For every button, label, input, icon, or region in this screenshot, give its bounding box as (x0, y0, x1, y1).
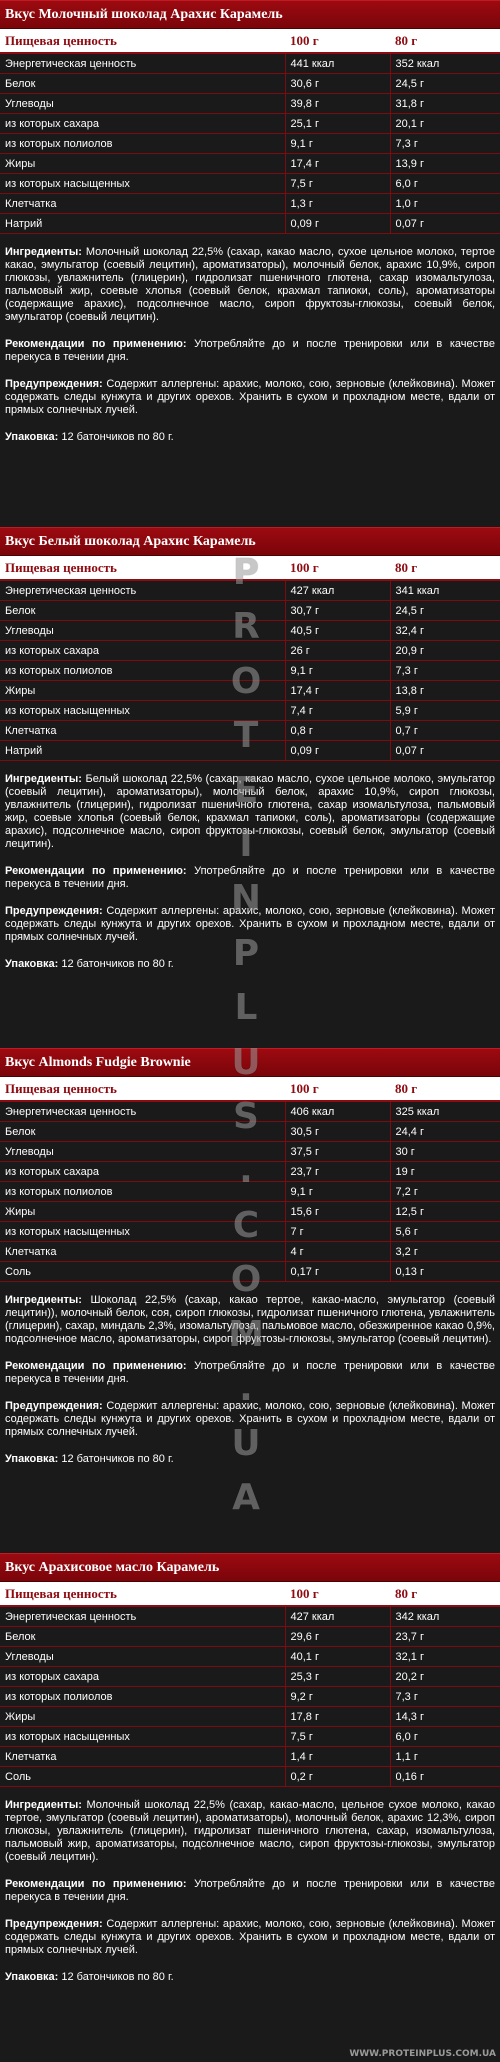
note-text: Молочный шоколад 22,5% (сахар, какао-масло, цельное сухое молоко, какао тертое, эмульгатор (соевый лецитин), ароматизаторы), молочный белок, арахис 12,3%, сироп глюкозы, увлажнитель (глицерин), гидролизат пшеничного глютена, сахар, изомальтулоза, пальмовый жир, ароматизаторы, подсолнечное масло, сироп фруктозы-глюкозы, эмульгатор (соевый лецитин). (5, 1799, 495, 1863)
nutrient-name: из которых сахара (0, 641, 285, 661)
value-80g: 1,1 г (390, 1747, 500, 1767)
nutrient-name: Натрий (0, 214, 285, 234)
value-80g: 342 ккал (390, 1606, 500, 1627)
watermark-letter: L (234, 987, 258, 1029)
nutrient-name: Натрий (0, 741, 285, 761)
value-80g: 5,6 г (390, 1222, 500, 1242)
value-100g: 29,6 г (285, 1627, 390, 1647)
value-100g: 25,3 г (285, 1667, 390, 1687)
value-100g: 406 ккал (285, 1101, 390, 1122)
value-80g: 23,7 г (390, 1627, 500, 1647)
nutrient-name: из которых полиолов (0, 1687, 285, 1707)
note-text: 12 батончиков по 80 г. (58, 1453, 174, 1465)
value-80g: 12,5 г (390, 1202, 500, 1222)
value-100g: 441 ккал (285, 53, 390, 74)
value-100g: 23,7 г (285, 1162, 390, 1182)
note-paragraph (5, 246, 495, 324)
note-text: 12 батончиков по 80 г. (58, 1971, 174, 1983)
nutrient-name: из которых насыщенных (0, 174, 285, 194)
table-row (0, 134, 500, 154)
value-100g: 26 г (285, 641, 390, 661)
nutrient-name: Клетчатка (0, 721, 285, 741)
nutrient-name: из которых полиолов (0, 1182, 285, 1202)
value-80g: 32,4 г (390, 621, 500, 641)
nutrient-name: из которых насыщенных (0, 1727, 285, 1747)
value-80g: 5,9 г (390, 701, 500, 721)
note-text: 12 батончиков по 80 г. (58, 431, 174, 443)
watermark-letter: N (230, 878, 262, 920)
value-80g: 24,5 г (390, 601, 500, 621)
nutrition-table (0, 29, 500, 234)
value-80g: 0,07 г (390, 214, 500, 234)
nutrient-name: из которых сахара (0, 1667, 285, 1687)
value-100g: 9,2 г (285, 1687, 390, 1707)
note-label: Ингредиенты: (5, 1294, 82, 1306)
header-nutrition: Пищевая ценность (0, 29, 285, 53)
note-text: Молочный шоколад 22,5% (сахар, какао масло, сухое цельное молоко, тертое какао, эмульгатор (соевый лецитин), ароматизаторы), молочный белок, арахис 10,9%, сироп глюкозы, увлажнитель (глицерин), гидролизат пшеничного глютена, сахар изомальтулоза, пальмовый жир, соевые хлопья (соевый белок, крахмал тапиоки, соль), ароматизаторы (содержащие арахис), подсолнечное масло, сироп фруктозы-глюкозы, соевый белок, эмульгатор (соевый лецитин). (5, 246, 495, 323)
watermark (222, 546, 270, 1525)
value-100g: 30,5 г (285, 1122, 390, 1142)
value-100g: 40,5 г (285, 621, 390, 641)
value-100g: 25,1 г (285, 114, 390, 134)
nutrient-name: Жиры (0, 1202, 285, 1222)
value-100g: 4 г (285, 1242, 390, 1262)
note-paragraph (5, 1799, 495, 1864)
nutrient-name: Углеводы (0, 621, 285, 641)
header-80g: 80 г (390, 556, 500, 580)
note-paragraph (5, 338, 495, 364)
value-80g: 352 ккал (390, 53, 500, 74)
value-100g: 0,09 г (285, 214, 390, 234)
table-row (0, 1707, 500, 1727)
table-row (0, 214, 500, 234)
value-80g: 19 г (390, 1162, 500, 1182)
note-label: Предупреждения: (5, 905, 103, 917)
note-paragraph (5, 1878, 495, 1904)
value-80g: 13,9 г (390, 154, 500, 174)
nutrition-section (0, 1553, 500, 1998)
note-text: Употребляйте до и после тренировки или в качестве перекуса в течении дня. (5, 1360, 496, 1385)
value-100g: 30,6 г (285, 74, 390, 94)
note-text: Содержит аллергены: арахис, молоко, сою, зерновые (клейковина). Может содержать следы кунжута и других орехов. Хранить в сухом и прохладном месте, вдали от прямых солнечных лучей. (5, 1400, 495, 1438)
header-100g: 100 г (285, 1582, 390, 1606)
note-text: Содержит аллергены: арахис, молоко, сою, зерновые (клейковина). Может содержать следы кунжута и других орехов. Хранить в сухом и прохладном месте, вдали от прямых солнечных лучей. (5, 905, 495, 943)
value-100g: 17,8 г (285, 1707, 390, 1727)
value-100g: 15,6 г (285, 1202, 390, 1222)
table-row (0, 154, 500, 174)
watermark-letter: A (232, 1476, 260, 1518)
header-100g: 100 г (285, 556, 390, 580)
table-row (0, 114, 500, 134)
note-text: Употребляйте до и после тренировки или в качестве перекуса в течении дня. (5, 865, 496, 890)
note-label: Предупреждения: (5, 1918, 103, 1930)
value-80g: 7,3 г (390, 1687, 500, 1707)
note-label: Рекомендации по применению: (5, 1878, 187, 1890)
note-text: Употребляйте до и после тренировки или в качестве перекуса в течении дня. (5, 1878, 496, 1903)
value-80g: 6,0 г (390, 1727, 500, 1747)
nutrient-name: Жиры (0, 1707, 285, 1727)
nutrient-name: Соль (0, 1262, 285, 1282)
note-label: Упаковка: (5, 431, 59, 443)
value-80g: 325 ккал (390, 1101, 500, 1122)
header-nutrition: Пищевая ценность (0, 556, 285, 580)
header-100g: 100 г (285, 29, 390, 53)
value-80g: 0,7 г (390, 721, 500, 741)
note-text: 12 батончиков по 80 г. (58, 958, 174, 970)
note-label: Предупреждения: (5, 1400, 103, 1412)
value-100g: 30,7 г (285, 601, 390, 621)
value-80g: 14,3 г (390, 1707, 500, 1727)
watermark-letter: U (231, 1422, 261, 1464)
value-100g: 40,1 г (285, 1647, 390, 1667)
watermark-letter: I (239, 824, 253, 866)
nutrient-name: из которых насыщенных (0, 701, 285, 721)
table-row (0, 53, 500, 74)
section-title: Вкус Белый шоколад Арахис Карамель (0, 527, 500, 556)
note-label: Ингредиенты: (5, 246, 82, 258)
table-row (0, 1767, 500, 1787)
header-80g: 80 г (390, 29, 500, 53)
note-label: Рекомендации по применению: (5, 865, 187, 877)
value-80g: 341 ккал (390, 580, 500, 601)
value-100g: 37,5 г (285, 1142, 390, 1162)
watermark-letter: P (232, 932, 260, 974)
value-80g: 7,3 г (390, 134, 500, 154)
nutrient-name: Клетчатка (0, 194, 285, 214)
value-100g: 0,2 г (285, 1767, 390, 1787)
note-text: Содержит аллергены: арахис, молоко, сою, зерновые (клейковина). Может содержать следы кунжута и других орехов. Хранить в сухом и прохладном месте, вдали от прямых солнечных лучей. (5, 378, 495, 416)
note-text: Содержит аллергены: арахис, молоко, сою, зерновые (клейковина). Может содержать следы кунжута и других орехов. Хранить в сухом и прохладном месте, вдали от прямых солнечных лучей. (5, 1918, 495, 1956)
nutrient-name: из которых полиолов (0, 134, 285, 154)
table-row (0, 1606, 500, 1627)
watermark-letter: . (239, 1368, 253, 1410)
value-80g: 0,16 г (390, 1767, 500, 1787)
value-100g: 7,5 г (285, 174, 390, 194)
value-80g: 24,4 г (390, 1122, 500, 1142)
value-80g: 1,0 г (390, 194, 500, 214)
product-notes (0, 234, 500, 444)
note-text: Употребляйте до и после тренировки или в качестве перекуса в течении дня. (5, 338, 496, 363)
header-100g: 100 г (285, 1077, 390, 1101)
value-100g: 7,5 г (285, 1727, 390, 1747)
site-footer-url: WWW.PROTEINPLUS.COM.UA (349, 2049, 496, 2059)
value-80g: 20,2 г (390, 1667, 500, 1687)
value-80g: 20,9 г (390, 641, 500, 661)
nutrient-name: Клетчатка (0, 1747, 285, 1767)
nutrient-name: Жиры (0, 154, 285, 174)
nutrient-name: Клетчатка (0, 1242, 285, 1262)
note-label: Упаковка: (5, 1971, 59, 1983)
value-100g: 17,4 г (285, 681, 390, 701)
value-100g: 1,3 г (285, 194, 390, 214)
note-text: Белый шоколад 22,5% (сахар, какао масло, сухое цельное молоко, эмульгатор (соевый лецитин), ароматизаторы), молочный белок, арахис 10,9%, сироп глюкозы, увлажнитель (глицерин), гидролизат пшеничного глютена, сахар изомальтулоза, пальмовый жир, соевые хлопья (соевый белок, крахмал тапиоки, соль), ароматизаторы (содержащие арахис), подсолнечное масло, сироп фруктозы-глюкозы, соевый белок, эмульгатор (соевый лецитин). (5, 773, 495, 850)
note-paragraph (5, 378, 495, 417)
table-row (0, 1627, 500, 1647)
section-title: Вкус Арахисовое масло Карамель (0, 1553, 500, 1582)
table-row (0, 1667, 500, 1687)
nutrient-name: Белок (0, 74, 285, 94)
watermark-letter: T (233, 715, 259, 757)
nutrient-name: Белок (0, 1122, 285, 1142)
value-100g: 427 ккал (285, 580, 390, 601)
nutrient-name: из которых сахара (0, 1162, 285, 1182)
table-row (0, 1647, 500, 1667)
table-row (0, 1687, 500, 1707)
note-label: Упаковка: (5, 958, 59, 970)
watermark-letter: S (233, 1096, 259, 1138)
value-100g: 0,8 г (285, 721, 390, 741)
note-text: Шоколад 22,5% (сахар, какао тертое, какао-масло, эмульгатор (соевый лецитин)), молочный белок, соя, сироп глюкозы, гидролизат пшеничного глютена, увлажнитель (глицерин), сахар, миндаль 2,3%, изомальтулоза, пальмовое масло, обезжиренное какао 0,9%, подсолнечное масло, ароматизаторы, сироп фруктозы-глюкозы, эмульгатор (соевый лецитин). (5, 1294, 495, 1345)
value-100g: 39,8 г (285, 94, 390, 114)
nutrient-name: Жиры (0, 681, 285, 701)
nutrient-name: из которых насыщенных (0, 1222, 285, 1242)
watermark-letter: M (228, 1313, 264, 1355)
value-100g: 9,1 г (285, 661, 390, 681)
nutrient-name: Углеводы (0, 1142, 285, 1162)
nutrient-name: Энергетическая ценность (0, 1606, 285, 1627)
value-80g: 32,1 г (390, 1647, 500, 1667)
value-100g: 17,4 г (285, 154, 390, 174)
note-label: Упаковка: (5, 1453, 59, 1465)
value-80g: 31,8 г (390, 94, 500, 114)
value-100g: 9,1 г (285, 1182, 390, 1202)
section-title: Вкус Молочный шоколад Арахис Карамель (0, 0, 500, 29)
value-80g: 3,2 г (390, 1242, 500, 1262)
table-row (0, 1727, 500, 1747)
nutrition-section (0, 0, 500, 458)
value-100g: 1,4 г (285, 1747, 390, 1767)
nutrient-name: из которых сахара (0, 114, 285, 134)
note-label: Ингредиенты: (5, 1799, 82, 1811)
watermark-letter: O (230, 660, 262, 702)
value-80g: 6,0 г (390, 174, 500, 194)
nutrient-name: Белок (0, 1627, 285, 1647)
watermark-letter: . (239, 1150, 253, 1192)
header-nutrition: Пищевая ценность (0, 1582, 285, 1606)
nutrient-name: Энергетическая ценность (0, 53, 285, 74)
product-notes (0, 1787, 500, 1984)
nutrient-name: Белок (0, 601, 285, 621)
watermark-letter: O (230, 1259, 262, 1301)
note-label: Рекомендации по применению: (5, 338, 187, 350)
nutrient-name: Углеводы (0, 94, 285, 114)
value-80g: 24,5 г (390, 74, 500, 94)
note-paragraph (5, 1971, 495, 1984)
section-title: Вкус Almonds Fudgie Brownie (0, 1048, 500, 1077)
value-80g: 7,2 г (390, 1182, 500, 1202)
note-label: Ингредиенты: (5, 773, 82, 785)
table-row (0, 194, 500, 214)
watermark-letter: C (232, 1204, 260, 1246)
value-100g: 7,4 г (285, 701, 390, 721)
note-paragraph (5, 1918, 495, 1957)
header-80g: 80 г (390, 1077, 500, 1101)
nutrient-name: Соль (0, 1767, 285, 1787)
watermark-letter: P (232, 552, 260, 593)
table-header-row (0, 1582, 500, 1606)
table-row (0, 74, 500, 94)
value-80g: 20,1 г (390, 114, 500, 134)
table-header-row (0, 29, 500, 53)
header-nutrition: Пищевая ценность (0, 1077, 285, 1101)
note-label: Предупреждения: (5, 378, 103, 390)
watermark-letter: E (233, 769, 259, 811)
value-100g: 7 г (285, 1222, 390, 1242)
value-80g: 0,07 г (390, 741, 500, 761)
table-row (0, 94, 500, 114)
value-80g: 0,13 г (390, 1262, 500, 1282)
value-100g: 9,1 г (285, 134, 390, 154)
watermark-letter: R (232, 606, 260, 648)
nutrient-name: Углеводы (0, 1647, 285, 1667)
note-label: Рекомендации по применению: (5, 1360, 187, 1372)
nutrient-name: Энергетическая ценность (0, 580, 285, 601)
nutrient-name: Энергетическая ценность (0, 1101, 285, 1122)
value-100g: 0,17 г (285, 1262, 390, 1282)
table-row (0, 174, 500, 194)
value-80g: 13,8 г (390, 681, 500, 701)
value-100g: 427 ккал (285, 1606, 390, 1627)
table-row (0, 1747, 500, 1767)
note-paragraph (5, 431, 495, 444)
watermark-letter: U (231, 1041, 261, 1083)
value-80g: 7,3 г (390, 661, 500, 681)
value-80g: 30 г (390, 1142, 500, 1162)
value-100g: 0,09 г (285, 741, 390, 761)
header-80g: 80 г (390, 1582, 500, 1606)
nutrition-table (0, 1582, 500, 1787)
nutrient-name: из которых полиолов (0, 661, 285, 681)
